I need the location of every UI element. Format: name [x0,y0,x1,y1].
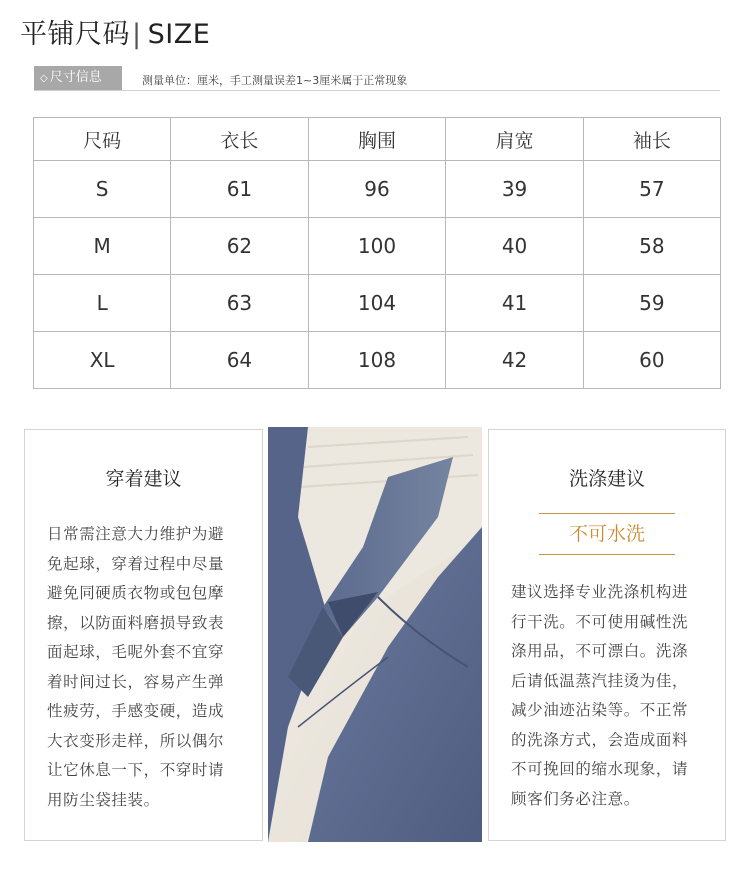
coat-collar-photo [268,427,482,842]
cell-shoulder: 40 [446,218,583,275]
text-line: 涤用品，不可漂白。洗涤 [511,642,689,660]
table-row [34,332,721,389]
wearing-advice-text [47,520,242,815]
size-info-tag [34,66,122,90]
text-line: 不可挽回的缩水现象，请 [511,760,689,778]
cell-shoulder: 42 [446,332,583,389]
text-line: 让它休息一下，不穿时请 [47,761,225,779]
text-line: 擦，以防面料磨损导致表 [47,613,225,632]
cell-length: 61 [171,161,308,218]
cell-chest: 108 [308,332,446,389]
cell-size: S [34,161,171,218]
washing-advice-text [511,578,705,814]
col-length: 衣长 [171,118,308,161]
text-line: 免起球，穿着过程中尽量 [47,554,225,573]
size-info-label: 尺寸信息 [49,70,102,85]
text-line: 后请低温蒸汽挂烫为佳， [511,671,689,690]
no-water-wash-label: 不可水洗 [539,513,675,555]
cell-chest: 104 [308,275,446,332]
washing-advice-title: 洗涤建议 [568,468,645,490]
text-line: 减少油迹沾染等。不正常 [511,701,689,719]
page-title [20,12,210,51]
cell-size: L [34,275,171,332]
size-table [33,117,721,389]
text-line: 着时间过长，容易产生弹 [47,672,225,691]
table-header-row [34,118,721,161]
text-line: 避免同硬质衣物或包包摩 [47,584,225,602]
text-line: 日常需注意大力维护为避 [47,525,225,543]
text-line: 的洗涤方式，会造成面料 [511,730,689,749]
cell-size: M [34,218,171,275]
table-row [34,161,721,218]
text-line: 建议选择专业洗涤机构进 [511,583,689,601]
text-line: 性疲劳，手感变硬，造成 [47,702,225,720]
cell-length: 62 [171,218,308,275]
cell-size: XL [34,332,171,389]
text-line: 用防尘袋挂装。 [47,790,160,809]
cell-length: 63 [171,275,308,332]
text-line: 大衣变形走样，所以偶尔 [47,731,225,750]
diamond-icon: ◇ [40,73,48,84]
title-en: SIZE [147,19,211,50]
cell-length: 64 [171,332,308,389]
wearing-advice-title: 穿着建议 [105,468,182,490]
table-row [34,275,721,332]
size-info-bar [34,66,720,91]
cell-chest: 100 [308,218,446,275]
cell-shoulder: 41 [446,275,583,332]
cell-sleeve: 59 [583,275,720,332]
cell-sleeve: 57 [583,161,720,218]
title-cn: 平铺尺码 [20,19,130,50]
col-shoulder: 肩宽 [446,118,583,161]
wearing-advice-card [24,429,263,841]
text-line: 面起球，毛呢外套不宜穿 [47,643,225,661]
title-separator: | [132,19,142,50]
measurement-note: 测量单位：厘米，手工测量误差1~3厘米属于正常现象 [142,74,408,87]
cell-shoulder: 39 [446,161,583,218]
text-line: 行干洗。不可使用碱性洗 [511,612,689,631]
col-size: 尺码 [34,118,171,161]
text-line: 顾客们务必注意。 [511,789,640,808]
washing-advice-card [488,429,726,841]
cell-chest: 96 [308,161,446,218]
col-sleeve: 袖长 [583,118,720,161]
table-row [34,218,721,275]
col-chest: 胸围 [308,118,446,161]
cell-sleeve: 58 [583,218,720,275]
cell-sleeve: 60 [583,332,720,389]
